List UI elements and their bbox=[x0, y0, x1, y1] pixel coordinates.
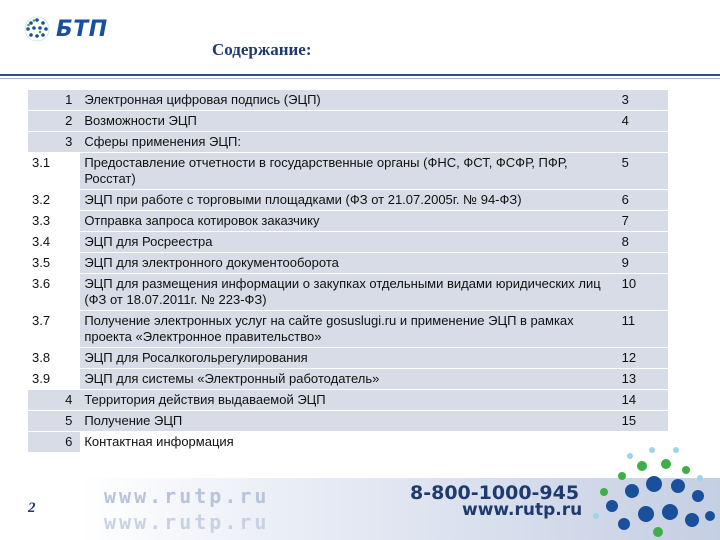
table-row bbox=[28, 348, 668, 369]
row-number: 3.2 bbox=[28, 190, 80, 211]
row-title: Контактная информация bbox=[80, 432, 617, 453]
header-divider bbox=[0, 74, 720, 76]
row-title: Возможности ЭЦП bbox=[80, 111, 617, 132]
footer-watermark: www.rutp.ru bbox=[104, 510, 270, 534]
row-number: 6 bbox=[28, 432, 80, 453]
row-page: 12 bbox=[618, 348, 668, 369]
page-number: 2 bbox=[28, 500, 36, 516]
table-row bbox=[28, 90, 668, 111]
row-title: ЭЦП для Росреестра bbox=[80, 232, 617, 253]
row-page: 6 bbox=[618, 190, 668, 211]
row-title: ЭЦП для размещения информации о закупках отдельными видами юридических лиц (ФЗ от 18.07.2011г. № 223-ФЗ) bbox=[80, 274, 617, 311]
row-page: 7 bbox=[618, 211, 668, 232]
footer-site: www.rutp.ru bbox=[462, 500, 583, 520]
row-number: 3.5 bbox=[28, 253, 80, 274]
row-title: Отправка запроса котировок заказчику bbox=[80, 211, 617, 232]
row-number: 5 bbox=[28, 411, 80, 432]
row-page: 15 bbox=[618, 411, 668, 432]
row-page: 13 bbox=[618, 369, 668, 390]
row-title: Территория действия выдаваемой ЭЦП bbox=[80, 390, 617, 411]
row-number: 3 bbox=[28, 132, 80, 153]
row-page: 9 bbox=[618, 253, 668, 274]
row-number: 3.1 bbox=[28, 153, 80, 190]
row-page: 4 bbox=[618, 111, 668, 132]
logo bbox=[24, 16, 108, 42]
row-page bbox=[618, 132, 668, 153]
row-title: ЭЦП для Росалкогольрегулирования bbox=[80, 348, 617, 369]
footer-watermark: www.rutp.ru bbox=[104, 484, 270, 508]
table-row bbox=[28, 411, 668, 432]
row-title: Получение ЭЦП bbox=[80, 411, 617, 432]
row-title: ЭЦП для электронного документооборота bbox=[80, 253, 617, 274]
table-row bbox=[28, 390, 668, 411]
row-number: 1 bbox=[28, 90, 80, 111]
contents-table bbox=[28, 90, 668, 453]
row-number: 3.9 bbox=[28, 369, 80, 390]
table-row bbox=[28, 111, 668, 132]
row-title: Получение электронных услуг на сайте gosuslugi.ru и применение ЭЦП в рамках проекта «Электронное правительство» bbox=[80, 311, 617, 348]
header bbox=[0, 0, 720, 78]
row-page: 10 bbox=[618, 274, 668, 311]
dotted-globe-icon bbox=[582, 436, 720, 540]
row-number: 4 bbox=[28, 390, 80, 411]
header-divider-thin bbox=[0, 78, 720, 79]
row-number: 3.6 bbox=[28, 274, 80, 311]
row-title: Сферы применения ЭЦП: bbox=[80, 132, 617, 153]
row-number: 3.4 bbox=[28, 232, 80, 253]
row-title: ЭЦП при работе с торговыми площадками (ФЗ от 21.07.2005г. № 94-ФЗ) bbox=[80, 190, 617, 211]
table-row bbox=[28, 432, 668, 453]
table-row bbox=[28, 232, 668, 253]
dotted-globe-icon bbox=[24, 16, 50, 42]
row-page: 14 bbox=[618, 390, 668, 411]
table-row bbox=[28, 253, 668, 274]
row-title: Предоставление отчетности в государственные органы (ФНС, ФСТ, ФСФР, ПФР, Росстат) bbox=[80, 153, 617, 190]
table-row bbox=[28, 153, 668, 190]
table-row bbox=[28, 311, 668, 348]
table-row bbox=[28, 369, 668, 390]
footer-phone: 8-800-1000-945 bbox=[410, 482, 580, 504]
row-number: 2 bbox=[28, 111, 80, 132]
page-title: Содержание: bbox=[212, 40, 312, 59]
row-number: 3.3 bbox=[28, 211, 80, 232]
table-row bbox=[28, 190, 668, 211]
row-title: Электронная цифровая подпись (ЭЦП) bbox=[80, 90, 617, 111]
table-row bbox=[28, 132, 668, 153]
row-page: 5 bbox=[618, 153, 668, 190]
table-row bbox=[28, 211, 668, 232]
row-number: 3.7 bbox=[28, 311, 80, 348]
table-row bbox=[28, 274, 668, 311]
logo-text: БТП bbox=[56, 16, 108, 42]
row-number: 3.8 bbox=[28, 348, 80, 369]
row-page: 3 bbox=[618, 90, 668, 111]
row-title: ЭЦП для системы «Электронный работодатель» bbox=[80, 369, 617, 390]
row-page: 11 bbox=[618, 311, 668, 348]
row-page: 8 bbox=[618, 232, 668, 253]
